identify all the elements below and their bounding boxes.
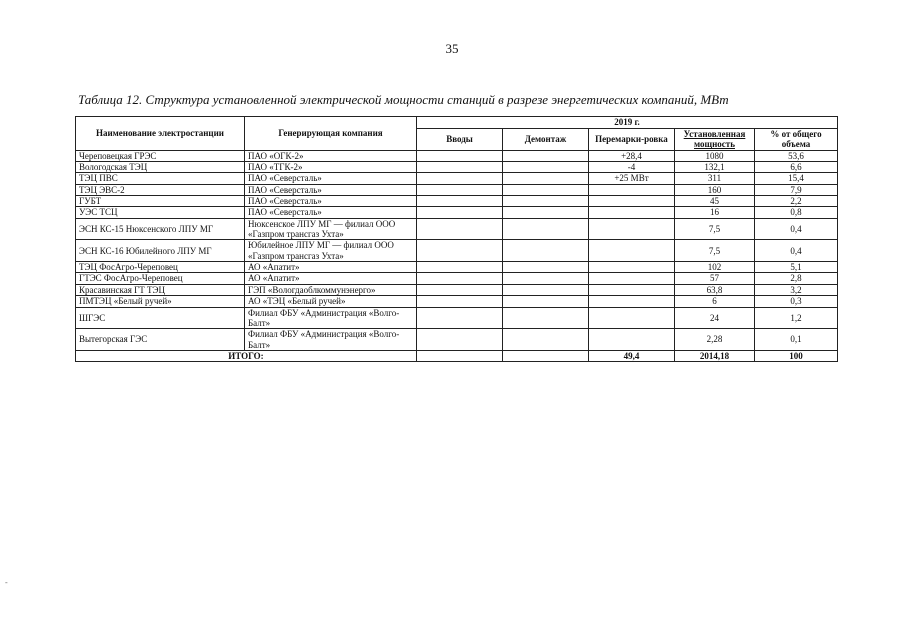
total-remarking: 49,4 (589, 350, 675, 361)
cell-company: ПАО «Северсталь» (245, 173, 417, 184)
cell-installed: 16 (675, 207, 755, 218)
cell-company: ПАО «ОГК-2» (245, 150, 417, 161)
cell-remarking (589, 284, 675, 295)
table-row (76, 296, 838, 307)
total-share: 100 (755, 350, 838, 361)
cell-share: 15,4 (755, 173, 838, 184)
header-remarking: Перемарки-ровка (589, 129, 675, 151)
cell-remarking (589, 329, 675, 351)
table-row (76, 273, 838, 284)
cell-company: ПАО «ТГК-2» (245, 162, 417, 173)
cell-dismantling (503, 150, 589, 161)
header-inputs: Вводы (417, 129, 503, 151)
cell-station: ЭСН КС-15 Нюксенского ЛПУ МГ (76, 218, 245, 240)
cell-dismantling (503, 218, 589, 240)
cell-installed: 132,1 (675, 162, 755, 173)
cell-remarking (589, 240, 675, 262)
cell-inputs (417, 329, 503, 351)
cell-installed: 57 (675, 273, 755, 284)
cell-share: 1,2 (755, 307, 838, 329)
cell-installed: 7,5 (675, 240, 755, 262)
cell-inputs (417, 150, 503, 161)
cell-dismantling (503, 162, 589, 173)
cell-station: Красавинская ГТ ТЭЦ (76, 284, 245, 295)
header-share: % от общего объема (755, 129, 838, 151)
cell-company: АО «ТЭЦ «Белый ручей» (245, 296, 417, 307)
table-row (76, 196, 838, 207)
cell-station: Череповецкая ГРЭС (76, 150, 245, 161)
table-row (76, 207, 838, 218)
table-row (76, 173, 838, 184)
table-row (76, 162, 838, 173)
margin-mark: - (5, 578, 8, 587)
cell-share: 5,1 (755, 262, 838, 273)
cell-dismantling (503, 307, 589, 329)
cell-inputs (417, 307, 503, 329)
cell-company: Филиал ФБУ «Администрация «Волго-Балт» (245, 307, 417, 329)
cell-company: ГЭП «Вологдаоблкоммунэнерго» (245, 284, 417, 295)
cell-inputs (417, 196, 503, 207)
cell-inputs (417, 184, 503, 195)
cell-inputs (417, 284, 503, 295)
cell-station: ТЭЦ ПВС (76, 173, 245, 184)
cell-dismantling (503, 196, 589, 207)
cell-inputs (417, 240, 503, 262)
table-row (76, 150, 838, 161)
cell-share: 0,4 (755, 218, 838, 240)
cell-station: ГУБТ (76, 196, 245, 207)
cell-share: 2,2 (755, 196, 838, 207)
header-installed: Установленная мощность (675, 129, 755, 151)
cell-remarking (589, 273, 675, 284)
cell-station: ШГЭС (76, 307, 245, 329)
table-row (76, 184, 838, 195)
cell-company: ПАО «Северсталь» (245, 207, 417, 218)
cell-inputs (417, 218, 503, 240)
cell-installed: 102 (675, 262, 755, 273)
cell-remarking (589, 307, 675, 329)
cell-station: ТЭЦ ФосАгро-Череповец (76, 262, 245, 273)
cell-inputs (417, 273, 503, 284)
cell-remarking (589, 207, 675, 218)
total-dismantling (503, 350, 589, 361)
cell-share: 0,4 (755, 240, 838, 262)
cell-share: 53,6 (755, 150, 838, 161)
cell-station: ГТЭС ФосАгро-Череповец (76, 273, 245, 284)
cell-station: ТЭЦ ЭВС-2 (76, 184, 245, 195)
table-row (76, 262, 838, 273)
header-company: Генерирующая компания (245, 117, 417, 151)
table-row (76, 240, 838, 262)
cell-share: 0,1 (755, 329, 838, 351)
table-row (76, 284, 838, 295)
cell-dismantling (503, 207, 589, 218)
cell-dismantling (503, 296, 589, 307)
cell-share: 7,9 (755, 184, 838, 195)
cell-station: Вытегорская ГЭС (76, 329, 245, 351)
cell-station: УЭС ТСЦ (76, 207, 245, 218)
cell-company: Юбилейное ЛПУ МГ — филиал ООО «Газпром трансгаз Ухта» (245, 240, 417, 262)
cell-inputs (417, 262, 503, 273)
cell-installed: 160 (675, 184, 755, 195)
table-row (76, 329, 838, 351)
table-row (76, 307, 838, 329)
cell-installed: 63,8 (675, 284, 755, 295)
cell-share: 0,8 (755, 207, 838, 218)
cell-inputs (417, 296, 503, 307)
cell-installed: 2,28 (675, 329, 755, 351)
cell-share: 6,6 (755, 162, 838, 173)
cell-dismantling (503, 184, 589, 195)
cell-dismantling (503, 273, 589, 284)
cell-remarking: -4 (589, 162, 675, 173)
cell-remarking (589, 218, 675, 240)
cell-installed: 45 (675, 196, 755, 207)
cell-share: 0,3 (755, 296, 838, 307)
cell-dismantling (503, 173, 589, 184)
total-row (76, 350, 838, 361)
cell-dismantling (503, 329, 589, 351)
cell-remarking: +28,4 (589, 150, 675, 161)
header-dismantling: Демонтаж (503, 129, 589, 151)
capacity-table (75, 116, 838, 362)
page-number: 35 (445, 41, 459, 56)
cell-remarking (589, 262, 675, 273)
cell-installed: 6 (675, 296, 755, 307)
cell-company: ПАО «Северсталь» (245, 196, 417, 207)
header-year: 2019 г. (417, 117, 838, 129)
total-inputs (417, 350, 503, 361)
cell-dismantling (503, 284, 589, 295)
cell-company: АО «Апатит» (245, 262, 417, 273)
cell-company: АО «Апатит» (245, 273, 417, 284)
total-installed: 2014,18 (675, 350, 755, 361)
cell-share: 3,2 (755, 284, 838, 295)
cell-dismantling (503, 262, 589, 273)
cell-remarking (589, 196, 675, 207)
cell-inputs (417, 173, 503, 184)
cell-company: ПАО «Северсталь» (245, 184, 417, 195)
total-label: ИТОГО: (76, 350, 417, 361)
cell-remarking (589, 184, 675, 195)
cell-company: Филиал ФБУ «Администрация «Волго-Балт» (245, 329, 417, 351)
table-caption: Таблица 12. Структура установленной электрической мощности станций в разрезе энергетических компаний, МВт (78, 92, 729, 107)
table-row (76, 218, 838, 240)
cell-station: Вологодская ТЭЦ (76, 162, 245, 173)
cell-company: Нюксенское ЛПУ МГ — филиал ООО «Газпром трансгаз Ухта» (245, 218, 417, 240)
cell-remarking (589, 296, 675, 307)
cell-station: ЭСН КС-16 Юбилейного ЛПУ МГ (76, 240, 245, 262)
cell-inputs (417, 207, 503, 218)
header-station: Наименование электростанции (76, 117, 245, 151)
cell-dismantling (503, 240, 589, 262)
cell-installed: 1080 (675, 150, 755, 161)
cell-installed: 311 (675, 173, 755, 184)
cell-station: ПМТЭЦ «Белый ручей» (76, 296, 245, 307)
cell-remarking: +25 МВт (589, 173, 675, 184)
cell-installed: 7,5 (675, 218, 755, 240)
cell-installed: 24 (675, 307, 755, 329)
cell-inputs (417, 162, 503, 173)
cell-share: 2,8 (755, 273, 838, 284)
